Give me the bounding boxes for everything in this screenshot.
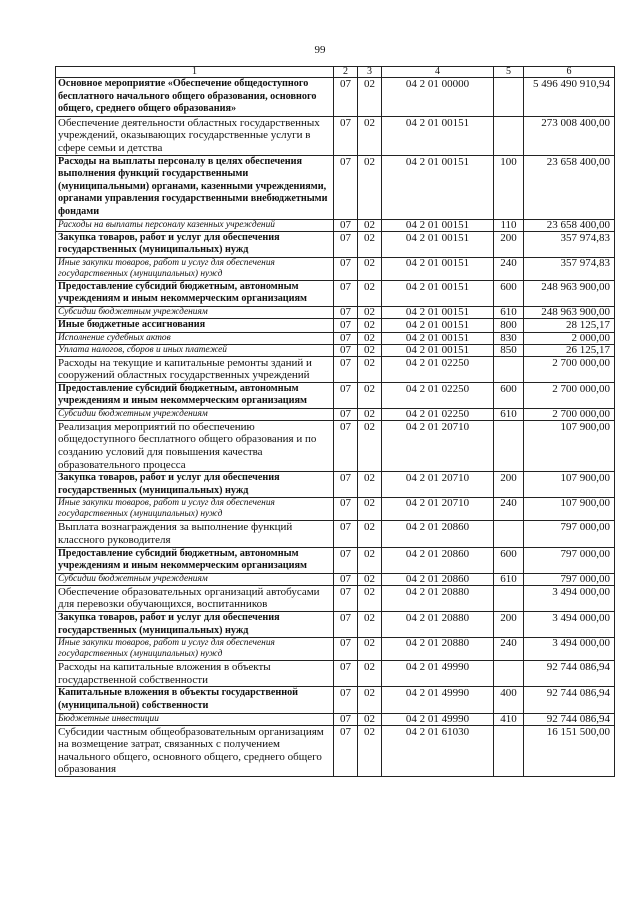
row-expense-type-cell: 610	[494, 408, 524, 420]
row-amount-cell: 2 700 000,00	[524, 408, 615, 420]
row-subsection-cell: 02	[358, 408, 382, 420]
row-subsection-cell: 02	[358, 498, 382, 521]
row-amount-cell: 26 125,17	[524, 344, 615, 356]
row-name-cell: Предоставление субсидий бюджетным, автономным учреждениям и иным некоммерческим организациям	[56, 280, 334, 306]
table-row	[56, 713, 615, 725]
row-name-cell: Уплата налогов, сборов и иных платежей	[56, 344, 334, 356]
row-amount-cell: 248 963 900,00	[524, 280, 615, 306]
row-subsection-cell: 02	[358, 547, 382, 573]
row-subsection-cell: 02	[358, 231, 382, 257]
row-amount-cell: 273 008 400,00	[524, 116, 615, 155]
table-row	[56, 280, 615, 306]
row-expense-type-cell: 830	[494, 332, 524, 344]
row-section-cell: 07	[334, 219, 358, 231]
table-row	[56, 521, 615, 547]
row-subsection-cell: 02	[358, 116, 382, 155]
row-subsection-cell: 02	[358, 713, 382, 725]
header-cell-subsection: 3	[358, 67, 382, 78]
table-row	[56, 498, 615, 521]
row-amount-cell: 357 974,83	[524, 231, 615, 257]
row-section-cell: 07	[334, 257, 358, 280]
row-target-code-cell: 04 2 01 20860	[382, 521, 494, 547]
table-row	[56, 78, 615, 117]
row-expense-type-cell: 240	[494, 498, 524, 521]
header-cell-section: 2	[334, 67, 358, 78]
row-name-cell: Закупка товаров, работ и услуг для обеспечения государственных (муниципальных) нужд	[56, 472, 334, 498]
row-target-code-cell: 04 2 01 00151	[382, 332, 494, 344]
row-name-cell: Капитальные вложения в объекты государственной (муниципальной) собственности	[56, 687, 334, 713]
table-row	[56, 155, 615, 219]
table-row	[56, 318, 615, 332]
row-expense-type-cell: 200	[494, 472, 524, 498]
row-amount-cell: 357 974,83	[524, 257, 615, 280]
row-target-code-cell: 04 2 01 20880	[382, 585, 494, 611]
row-expense-type-cell	[494, 78, 524, 117]
row-expense-type-cell	[494, 420, 524, 471]
row-name-cell: Предоставление субсидий бюджетным, автономным учреждениям и иным некоммерческим организациям	[56, 382, 334, 408]
row-amount-cell: 23 658 400,00	[524, 155, 615, 219]
row-target-code-cell: 04 2 01 20880	[382, 638, 494, 661]
table-row	[56, 231, 615, 257]
table-header-row	[56, 67, 615, 78]
row-subsection-cell: 02	[358, 280, 382, 306]
row-target-code-cell: 04 2 01 49990	[382, 661, 494, 687]
row-subsection-cell: 02	[358, 585, 382, 611]
row-target-code-cell: 04 2 01 20860	[382, 573, 494, 585]
row-name-cell: Иные закупки товаров, работ и услуг для обеспечения государственных (муниципальных) нужд	[56, 638, 334, 661]
row-name-cell: Иные закупки товаров, работ и услуг для обеспечения государственных (муниципальных) нужд	[56, 498, 334, 521]
row-name-cell: Субсидии бюджетным учреждениям	[56, 306, 334, 318]
row-expense-type-cell: 600	[494, 547, 524, 573]
row-amount-cell: 248 963 900,00	[524, 306, 615, 318]
table-row	[56, 573, 615, 585]
row-name-cell: Закупка товаров, работ и услуг для обеспечения государственных (муниципальных) нужд	[56, 231, 334, 257]
table-row	[56, 420, 615, 471]
row-target-code-cell: 04 2 01 20710	[382, 420, 494, 471]
row-section-cell: 07	[334, 725, 358, 776]
row-amount-cell: 2 700 000,00	[524, 382, 615, 408]
row-subsection-cell: 02	[358, 661, 382, 687]
row-amount-cell: 5 496 490 910,94	[524, 78, 615, 117]
row-section-cell: 07	[334, 382, 358, 408]
row-target-code-cell: 04 2 01 00151	[382, 344, 494, 356]
row-expense-type-cell: 240	[494, 638, 524, 661]
row-target-code-cell: 04 2 01 00151	[382, 219, 494, 231]
row-subsection-cell: 02	[358, 257, 382, 280]
row-amount-cell: 107 900,00	[524, 498, 615, 521]
row-target-code-cell: 04 2 01 49990	[382, 713, 494, 725]
row-subsection-cell: 02	[358, 382, 382, 408]
table-row	[56, 661, 615, 687]
row-name-cell: Расходы на выплаты персоналу в целях обеспечения выполнения функций государственными (муниципальными) органами, казенными учреждениями, органами управления государственными внебюджетными фондами	[56, 155, 334, 219]
row-amount-cell: 28 125,17	[524, 318, 615, 332]
row-name-cell: Реализация мероприятий по обеспечению общедоступного бесплатного общего образования и по созданию условий для повышения качества образовательного процесса	[56, 420, 334, 471]
row-expense-type-cell: 110	[494, 219, 524, 231]
row-expense-type-cell	[494, 116, 524, 155]
row-name-cell: Предоставление субсидий бюджетным, автономным учреждениям и иным некоммерческим организациям	[56, 547, 334, 573]
row-expense-type-cell	[494, 725, 524, 776]
row-target-code-cell: 04 2 01 20710	[382, 472, 494, 498]
header-cell-amount: 6	[524, 67, 615, 78]
row-expense-type-cell: 240	[494, 257, 524, 280]
row-target-code-cell: 04 2 01 00151	[382, 318, 494, 332]
row-expense-type-cell	[494, 521, 524, 547]
row-target-code-cell: 04 2 01 02250	[382, 408, 494, 420]
row-name-cell: Иные бюджетные ассигнования	[56, 318, 334, 332]
row-section-cell: 07	[334, 155, 358, 219]
row-name-cell: Расходы на выплаты персоналу казенных учреждений	[56, 219, 334, 231]
row-target-code-cell: 04 2 01 20710	[382, 498, 494, 521]
table-row	[56, 687, 615, 713]
row-expense-type-cell: 600	[494, 280, 524, 306]
row-section-cell: 07	[334, 306, 358, 318]
row-subsection-cell: 02	[358, 78, 382, 117]
row-amount-cell: 16 151 500,00	[524, 725, 615, 776]
table-row	[56, 356, 615, 382]
table-row	[56, 116, 615, 155]
row-section-cell: 07	[334, 638, 358, 661]
row-expense-type-cell: 400	[494, 687, 524, 713]
row-amount-cell: 92 744 086,94	[524, 713, 615, 725]
row-name-cell: Исполнение судебных актов	[56, 332, 334, 344]
row-name-cell: Закупка товаров, работ и услуг для обеспечения государственных (муниципальных) нужд	[56, 612, 334, 638]
row-section-cell: 07	[334, 521, 358, 547]
row-amount-cell: 2 700 000,00	[524, 356, 615, 382]
row-section-cell: 07	[334, 472, 358, 498]
row-name-cell: Бюджетные инвестиции	[56, 713, 334, 725]
row-target-code-cell: 04 2 01 20880	[382, 612, 494, 638]
row-name-cell: Субсидии бюджетным учреждениям	[56, 573, 334, 585]
table-row	[56, 612, 615, 638]
row-subsection-cell: 02	[358, 472, 382, 498]
row-section-cell: 07	[334, 408, 358, 420]
row-amount-cell: 3 494 000,00	[524, 638, 615, 661]
table-row	[56, 219, 615, 231]
row-section-cell: 07	[334, 78, 358, 117]
row-expense-type-cell: 610	[494, 306, 524, 318]
row-name-cell: Основное мероприятие «Обеспечение общедоступного бесплатного начального общего образования, основного общего, среднего общего образования»	[56, 78, 334, 117]
row-target-code-cell: 04 2 01 00151	[382, 116, 494, 155]
row-expense-type-cell: 200	[494, 231, 524, 257]
row-name-cell: Иные закупки товаров, работ и услуг для обеспечения государственных (муниципальных) нужд	[56, 257, 334, 280]
row-expense-type-cell: 610	[494, 573, 524, 585]
row-expense-type-cell: 850	[494, 344, 524, 356]
row-target-code-cell: 04 2 01 02250	[382, 356, 494, 382]
row-subsection-cell: 02	[358, 521, 382, 547]
header-cell-expense-type: 5	[494, 67, 524, 78]
row-subsection-cell: 02	[358, 356, 382, 382]
row-section-cell: 07	[334, 547, 358, 573]
row-section-cell: 07	[334, 498, 358, 521]
row-section-cell: 07	[334, 318, 358, 332]
row-amount-cell: 92 744 086,94	[524, 661, 615, 687]
table-row	[56, 638, 615, 661]
row-subsection-cell: 02	[358, 420, 382, 471]
row-amount-cell: 107 900,00	[524, 472, 615, 498]
row-expense-type-cell	[494, 356, 524, 382]
table-row	[56, 585, 615, 611]
table-row	[56, 344, 615, 356]
row-section-cell: 07	[334, 332, 358, 344]
budget-table-body	[56, 67, 615, 777]
row-expense-type-cell: 800	[494, 318, 524, 332]
row-amount-cell: 3 494 000,00	[524, 585, 615, 611]
row-subsection-cell: 02	[358, 344, 382, 356]
page-number: 99	[314, 44, 326, 56]
row-expense-type-cell	[494, 585, 524, 611]
table-row	[56, 408, 615, 420]
row-subsection-cell: 02	[358, 573, 382, 585]
row-amount-cell: 23 658 400,00	[524, 219, 615, 231]
row-subsection-cell: 02	[358, 219, 382, 231]
row-target-code-cell: 04 2 01 02250	[382, 382, 494, 408]
table-row	[56, 257, 615, 280]
row-section-cell: 07	[334, 573, 358, 585]
row-target-code-cell: 04 2 01 00000	[382, 78, 494, 117]
row-subsection-cell: 02	[358, 638, 382, 661]
row-section-cell: 07	[334, 280, 358, 306]
row-name-cell: Субсидии бюджетным учреждениям	[56, 408, 334, 420]
table-row	[56, 382, 615, 408]
row-name-cell: Субсидии частным общеобразовательным организациям на возмещение затрат, связанных с получением начального общего, основного общего, среднего общего образования	[56, 725, 334, 776]
row-target-code-cell: 04 2 01 00151	[382, 155, 494, 219]
header-cell-name: 1	[56, 67, 334, 78]
table-row	[56, 306, 615, 318]
row-target-code-cell: 04 2 01 49990	[382, 687, 494, 713]
row-target-code-cell: 04 2 01 00151	[382, 280, 494, 306]
header-cell-target-code: 4	[382, 67, 494, 78]
row-amount-cell: 797 000,00	[524, 521, 615, 547]
row-name-cell: Расходы на текущие и капитальные ремонты зданий и сооружений областных государственных учреждений	[56, 356, 334, 382]
row-section-cell: 07	[334, 585, 358, 611]
row-amount-cell: 797 000,00	[524, 547, 615, 573]
row-subsection-cell: 02	[358, 612, 382, 638]
row-subsection-cell: 02	[358, 306, 382, 318]
row-expense-type-cell: 200	[494, 612, 524, 638]
row-section-cell: 07	[334, 231, 358, 257]
row-target-code-cell: 04 2 01 20860	[382, 547, 494, 573]
row-expense-type-cell: 100	[494, 155, 524, 219]
table-row	[56, 547, 615, 573]
row-target-code-cell: 04 2 01 00151	[382, 257, 494, 280]
row-section-cell: 07	[334, 661, 358, 687]
row-name-cell: Выплата вознаграждения за выполнение функций классного руководителя	[56, 521, 334, 547]
row-target-code-cell: 04 2 01 61030	[382, 725, 494, 776]
row-section-cell: 07	[334, 356, 358, 382]
row-amount-cell: 797 000,00	[524, 573, 615, 585]
row-name-cell: Обеспечение образовательных организаций автобусами для перевозки обучающихся, воспитанников	[56, 585, 334, 611]
row-expense-type-cell	[494, 661, 524, 687]
row-subsection-cell: 02	[358, 318, 382, 332]
row-amount-cell: 2 000,00	[524, 332, 615, 344]
row-amount-cell: 92 744 086,94	[524, 687, 615, 713]
row-section-cell: 07	[334, 116, 358, 155]
row-section-cell: 07	[334, 687, 358, 713]
row-target-code-cell: 04 2 01 00151	[382, 231, 494, 257]
row-section-cell: 07	[334, 344, 358, 356]
row-section-cell: 07	[334, 420, 358, 471]
row-amount-cell: 107 900,00	[524, 420, 615, 471]
row-subsection-cell: 02	[358, 687, 382, 713]
row-section-cell: 07	[334, 713, 358, 725]
row-subsection-cell: 02	[358, 155, 382, 219]
table-row	[56, 725, 615, 776]
row-subsection-cell: 02	[358, 332, 382, 344]
row-expense-type-cell: 410	[494, 713, 524, 725]
row-name-cell: Расходы на капитальные вложения в объекты государственной собственности	[56, 661, 334, 687]
table-row	[56, 472, 615, 498]
table-row	[56, 332, 615, 344]
row-subsection-cell: 02	[358, 725, 382, 776]
row-section-cell: 07	[334, 612, 358, 638]
row-amount-cell: 3 494 000,00	[524, 612, 615, 638]
row-name-cell: Обеспечение деятельности областных государственных учреждений, оказывающих государственные услуги в сфере семьи и детства	[56, 116, 334, 155]
row-expense-type-cell: 600	[494, 382, 524, 408]
row-target-code-cell: 04 2 01 00151	[382, 306, 494, 318]
budget-table	[55, 66, 615, 777]
